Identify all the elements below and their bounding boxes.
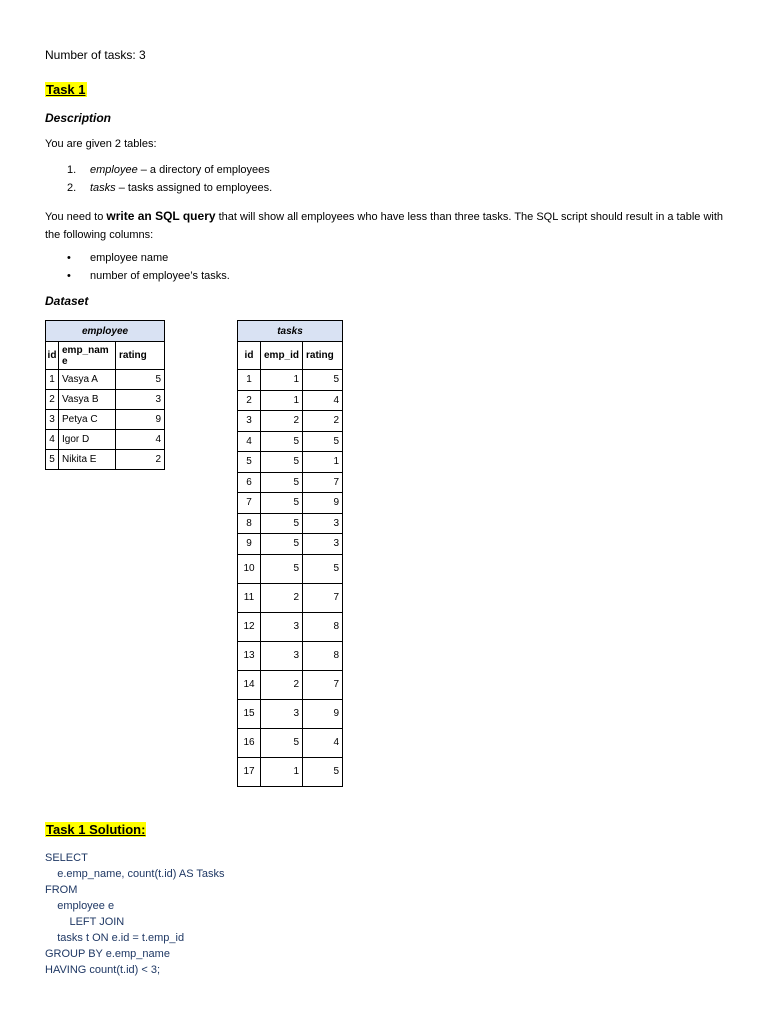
list-item <box>67 182 272 194</box>
table-cell: Igor D <box>59 430 116 450</box>
number-of-tasks: Number of tasks: 3 <box>45 48 146 62</box>
list-number: 2. <box>67 182 77 194</box>
table-row <box>238 699 343 728</box>
table-cell: 5 <box>261 493 303 514</box>
table-row <box>46 410 165 430</box>
table-cell: 2 <box>238 390 261 411</box>
table-cell: Vasya A <box>59 370 116 390</box>
header-emp-id: emp_id <box>261 342 303 370</box>
table-cell: 7 <box>303 472 343 493</box>
table-cell: 2 <box>46 390 59 410</box>
table-cell: 3 <box>261 641 303 670</box>
table-row <box>238 370 343 391</box>
table-cell: 5 <box>261 513 303 534</box>
tasks-table-caption: tasks <box>238 321 343 342</box>
bullet: • <box>67 270 71 282</box>
table-cell: 3 <box>261 699 303 728</box>
table-cell: 1 <box>261 370 303 391</box>
employee-table <box>45 320 165 470</box>
header-emp-name: emp_name <box>59 342 116 370</box>
table-row <box>238 534 343 555</box>
table-cell: 3 <box>46 410 59 430</box>
table-cell: 3 <box>303 534 343 555</box>
table-cell: 7 <box>303 583 343 612</box>
table-row <box>46 430 165 450</box>
employee-table-caption: employee <box>46 321 165 342</box>
table-cell: 7 <box>238 493 261 514</box>
table-cell: 8 <box>303 641 343 670</box>
table-row <box>238 583 343 612</box>
table-cell: 2 <box>261 583 303 612</box>
table-row <box>238 728 343 757</box>
sql-line: FROM <box>45 884 78 896</box>
table-cell: 16 <box>238 728 261 757</box>
table-row <box>238 472 343 493</box>
header-rating: rating <box>303 342 343 370</box>
table-cell: 10 <box>238 554 261 583</box>
table-row <box>46 450 165 470</box>
sql-line: HAVING count(t.id) < 3; <box>45 964 161 976</box>
sql-code-block <box>45 850 225 978</box>
table-cell: 4 <box>303 728 343 757</box>
table-cell: 5 <box>261 534 303 555</box>
given-tables-text: You are given 2 tables: <box>45 138 157 150</box>
sql-line: GROUP BY e.emp_name <box>45 948 170 960</box>
table-cell: 5 <box>46 450 59 470</box>
table-cell: Nikita E <box>59 450 116 470</box>
description-heading: Description <box>45 111 112 125</box>
table-cell: 4 <box>238 431 261 452</box>
table-row <box>238 757 343 786</box>
solution-title-text: Task 1 Solution: <box>46 822 146 837</box>
list-text: – tasks assigned to employees. <box>115 182 273 194</box>
sql-line: employee e <box>45 900 115 912</box>
tasks-table <box>237 320 343 787</box>
solution-title <box>45 822 146 837</box>
requirement-paragraph <box>45 207 735 244</box>
sql-line: e.emp_name, count(t.id) AS Tasks <box>45 868 225 880</box>
list-text: – a directory of employees <box>137 164 270 176</box>
list-text: employee name <box>90 252 169 264</box>
list-item <box>67 252 168 264</box>
table-cell: 1 <box>261 390 303 411</box>
table-cell: 11 <box>238 583 261 612</box>
table-cell: 5 <box>116 370 165 390</box>
table-cell: Petya C <box>59 410 116 430</box>
table-cell: 9 <box>238 534 261 555</box>
table-cell: 14 <box>238 670 261 699</box>
table-cell: 5 <box>261 728 303 757</box>
list-text: number of employee’s tasks. <box>90 270 230 282</box>
table-cell: 4 <box>116 430 165 450</box>
table-row <box>238 641 343 670</box>
table-cell: 6 <box>238 472 261 493</box>
table-cell: 8 <box>238 513 261 534</box>
table-cell: 8 <box>303 612 343 641</box>
table-cell: 2 <box>261 411 303 432</box>
table-cell: 9 <box>303 699 343 728</box>
sql-line: tasks t ON e.id = t.emp_id <box>45 932 185 944</box>
table-cell: 5 <box>303 757 343 786</box>
table-cell: 4 <box>303 390 343 411</box>
table-cell: 2 <box>303 411 343 432</box>
table-cell: 3 <box>261 612 303 641</box>
requirement-bold: write an SQL query <box>106 209 216 223</box>
sql-line: LEFT JOIN <box>45 916 125 928</box>
dataset-heading: Dataset <box>45 294 89 308</box>
table-cell: 9 <box>303 493 343 514</box>
table-cell: 9 <box>116 410 165 430</box>
task-title <box>45 82 87 97</box>
table-cell: 1 <box>238 370 261 391</box>
table-cell: 2 <box>261 670 303 699</box>
table-cell: 1 <box>261 757 303 786</box>
table-cell: 7 <box>303 670 343 699</box>
table-cell: 15 <box>238 699 261 728</box>
table-row <box>46 390 165 410</box>
table-name: employee <box>90 164 138 176</box>
task-title-text: Task 1 <box>46 82 86 97</box>
table-cell: 5 <box>261 452 303 473</box>
table-cell: 1 <box>46 370 59 390</box>
table-row <box>238 670 343 699</box>
table-cell: 13 <box>238 641 261 670</box>
table-row <box>238 390 343 411</box>
table-row <box>238 431 343 452</box>
table-cell: 5 <box>261 431 303 452</box>
table-cell: 4 <box>46 430 59 450</box>
requirement-post: that will show all employees who have less than three tasks. The SQL script should result in a table with the following columns: <box>45 211 724 241</box>
table-row <box>46 370 165 390</box>
list-item <box>67 164 270 176</box>
table-cell: 3 <box>303 513 343 534</box>
table-row <box>238 612 343 641</box>
table-cell: 5 <box>261 472 303 493</box>
table-cell: 5 <box>303 431 343 452</box>
header-id: id <box>238 342 261 370</box>
table-cell: 2 <box>116 450 165 470</box>
table-cell: 1 <box>303 452 343 473</box>
table-name: tasks <box>90 182 116 194</box>
requirement-pre: You need to <box>45 211 107 223</box>
table-cell: Vasya B <box>59 390 116 410</box>
sql-line: SELECT <box>45 852 88 864</box>
table-cell: 5 <box>261 554 303 583</box>
bullet: • <box>67 252 71 264</box>
table-row <box>238 411 343 432</box>
header-id: id <box>46 342 59 370</box>
header-rating: rating <box>116 342 165 370</box>
list-number: 1. <box>67 164 77 176</box>
table-cell: 3 <box>238 411 261 432</box>
table-cell: 5 <box>238 452 261 473</box>
table-row <box>238 513 343 534</box>
table-cell: 3 <box>116 390 165 410</box>
table-row <box>238 493 343 514</box>
table-row <box>238 452 343 473</box>
table-cell: 5 <box>303 370 343 391</box>
table-cell: 12 <box>238 612 261 641</box>
table-row <box>238 554 343 583</box>
table-cell: 17 <box>238 757 261 786</box>
list-item <box>67 270 230 282</box>
table-cell: 5 <box>303 554 343 583</box>
